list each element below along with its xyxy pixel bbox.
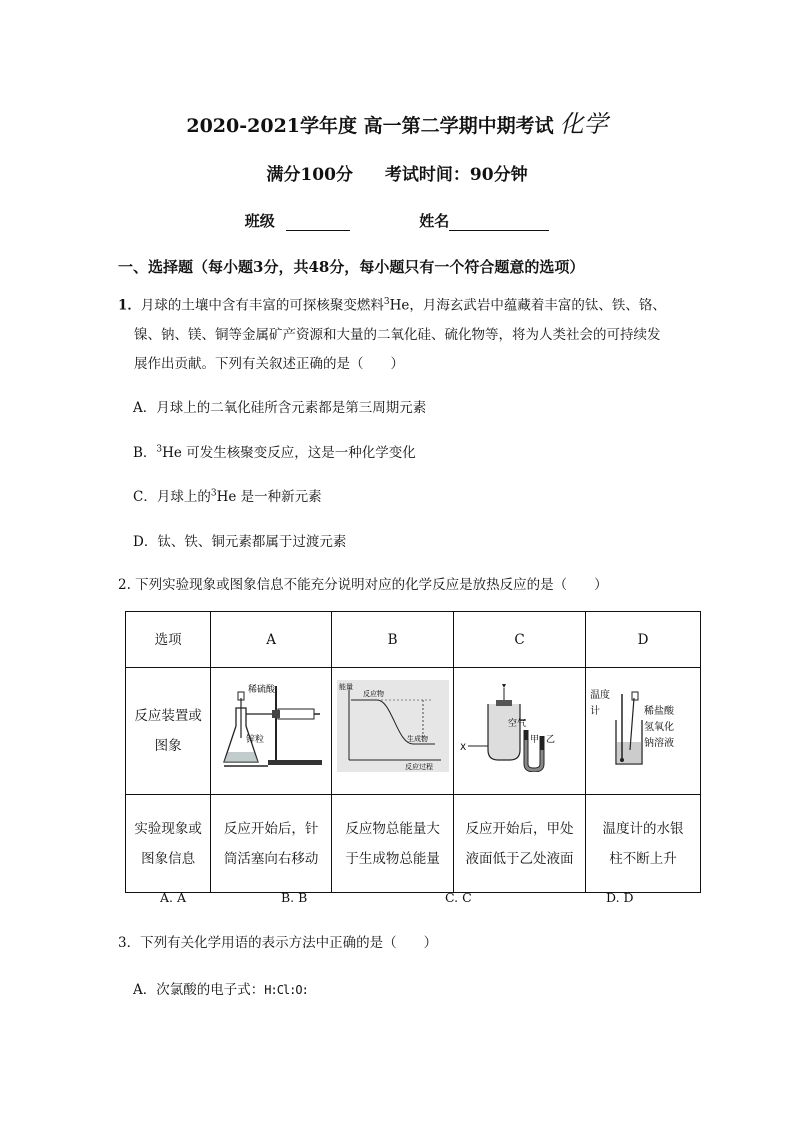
name-label: 姓名 [419,212,450,230]
row-label-line: 图象 [154,738,182,754]
header-cell: A [211,612,332,668]
q2-table [125,611,701,893]
q1-option-b-prefix: B． [133,445,157,461]
q3-option-a[interactable] [133,978,308,998]
figure-d-beaker [590,680,696,772]
figure-c-u-tube [460,680,580,772]
q1-line-3: 展作出贡献。下列有关叙述正确的是（ ） [134,355,404,372]
table-header-row [126,612,701,668]
subject-label: 化学 [559,110,608,138]
info-line: 柱不断上升 [609,850,677,867]
q1-number: 1． [118,297,141,314]
figure-a-cell [211,668,332,795]
figure-a-metal-label: 锌粒 [246,735,265,745]
figure-b-energy-diagram [337,680,449,772]
figure-b-x-axis: 反应过程 [404,762,433,771]
class-label: 班级 [244,212,275,230]
figure-d-cell [585,668,700,795]
question-1 [118,288,688,379]
q2-answer-b[interactable]: B. B [281,890,308,905]
q2-answer-d[interactable]: D. D [606,890,634,905]
figure-a-apparatus [216,678,326,773]
info-line: 液面低于乙处液面 [465,850,574,867]
row-label-line: 图象信息 [141,850,196,867]
info-line: 筒活塞向右移动 [223,850,319,867]
q1-option-a[interactable]: A．月球上的二氧化硅所含元素都是第三周期元素 [133,400,427,416]
header-cell: D [585,612,700,668]
figure-c-air-label: 空气 [507,718,526,729]
row-label-line: 反应装置或 [134,708,202,724]
table-info-row [126,795,701,893]
q1-option-b[interactable] [133,441,416,461]
exam-title [0,104,794,139]
info-line: 反应开始后，甲处 [465,820,574,837]
figure-d-thermo-label-2: 计 [589,705,600,717]
figure-d-base-label-2: 钠溶液 [643,737,674,749]
q2-answer-a[interactable]: A. A [160,890,187,905]
info-line: 反应物总能量大 [345,820,440,837]
q1-iso-mass: 3 [383,297,390,307]
row-label-cell [126,668,211,795]
figure-d-acid-label: 稀盐酸 [643,705,674,717]
header-cell: C [454,612,586,668]
full-score: 满分100分 [266,165,353,185]
info-cell-c [454,795,586,893]
q1-text-rest: ，月海玄武岩中蕴藏着丰富的钛、铁、铬、 [409,297,666,314]
table-figure-row [126,668,701,795]
q1-option-c[interactable] [133,485,322,505]
q3-stem: 3．下列有关化学用语的表示方法中正确的是（ ） [118,935,438,951]
q1-text: 月球的土壤中含有丰富的可探核聚变燃料 [140,297,384,314]
figure-b-cell [332,668,454,795]
info-line: 温度计的水银 [602,820,684,837]
info-line: 于生成物总能量 [345,850,440,867]
info-cell-d [585,795,700,893]
row-label-cell [126,795,211,893]
q1-line-2: 镍、钠、镁、铜等金属矿产资源和大量的二氧化硅、硫化物等，将为人类社会的可持续发 [134,326,661,343]
info-cell-b [332,795,454,893]
figure-c-left-label: 甲 [529,734,539,745]
header-cell: B [332,612,454,668]
q1-option-b-sup: 3 [156,444,163,455]
figure-c-cell [454,668,586,795]
q2-answer-c[interactable]: C. C [445,890,472,905]
student-info [0,210,794,231]
figure-d-base-label-1: 氢氧化 [643,721,674,733]
figure-c-right-label: 乙 [545,734,555,745]
q1-iso-symbol: He [389,297,410,314]
q1-option-c-sup: 3 [210,488,217,499]
q2-stem: 2. 下列实验现象或图象信息不能充分说明对应的化学反应是放热反应的是（ ） [118,577,608,593]
q1-line-1 [118,288,688,321]
q1-option-b-text: He 可发生核聚变反应，这是一种化学变化 [162,445,416,461]
figure-c-x-label: X [459,742,466,753]
q1-option-c-text: He 是一种新元素 [216,489,322,505]
exam-info [0,160,794,185]
section-heading: 一、选择题（每小题3分，共48分，每小题只有一个符合题意的选项） [118,258,585,276]
figure-a-acid-label: 稀硫酸 [248,685,276,695]
info-line: 反应开始后，针 [223,820,319,837]
exam-time: 考试时间：90分钟 [384,165,528,185]
q3-electron-formula: H:Cl:O: [264,983,308,997]
q3-option-a-text: A．次氯酸的电子式： [133,982,265,998]
q1-option-c-prefix: C．月球上的 [133,489,211,505]
title-text: 2020-2021学年度 高一第二学期中期考试 [186,115,554,137]
figure-d-thermo-label-1: 温度 [589,689,610,701]
header-cell: 选项 [126,612,211,668]
row-label-line: 实验现象或 [134,820,202,837]
figure-b-product: 生成物 [406,734,428,743]
name-field[interactable] [449,213,549,231]
figure-b-y-axis: 能量 [338,682,353,691]
q1-option-d[interactable]: D．钛、铁、铜元素都属于过渡元素 [133,534,347,550]
info-cell-a [211,795,332,893]
figure-b-reactant: 反应物 [362,689,384,698]
class-field[interactable] [286,213,350,231]
